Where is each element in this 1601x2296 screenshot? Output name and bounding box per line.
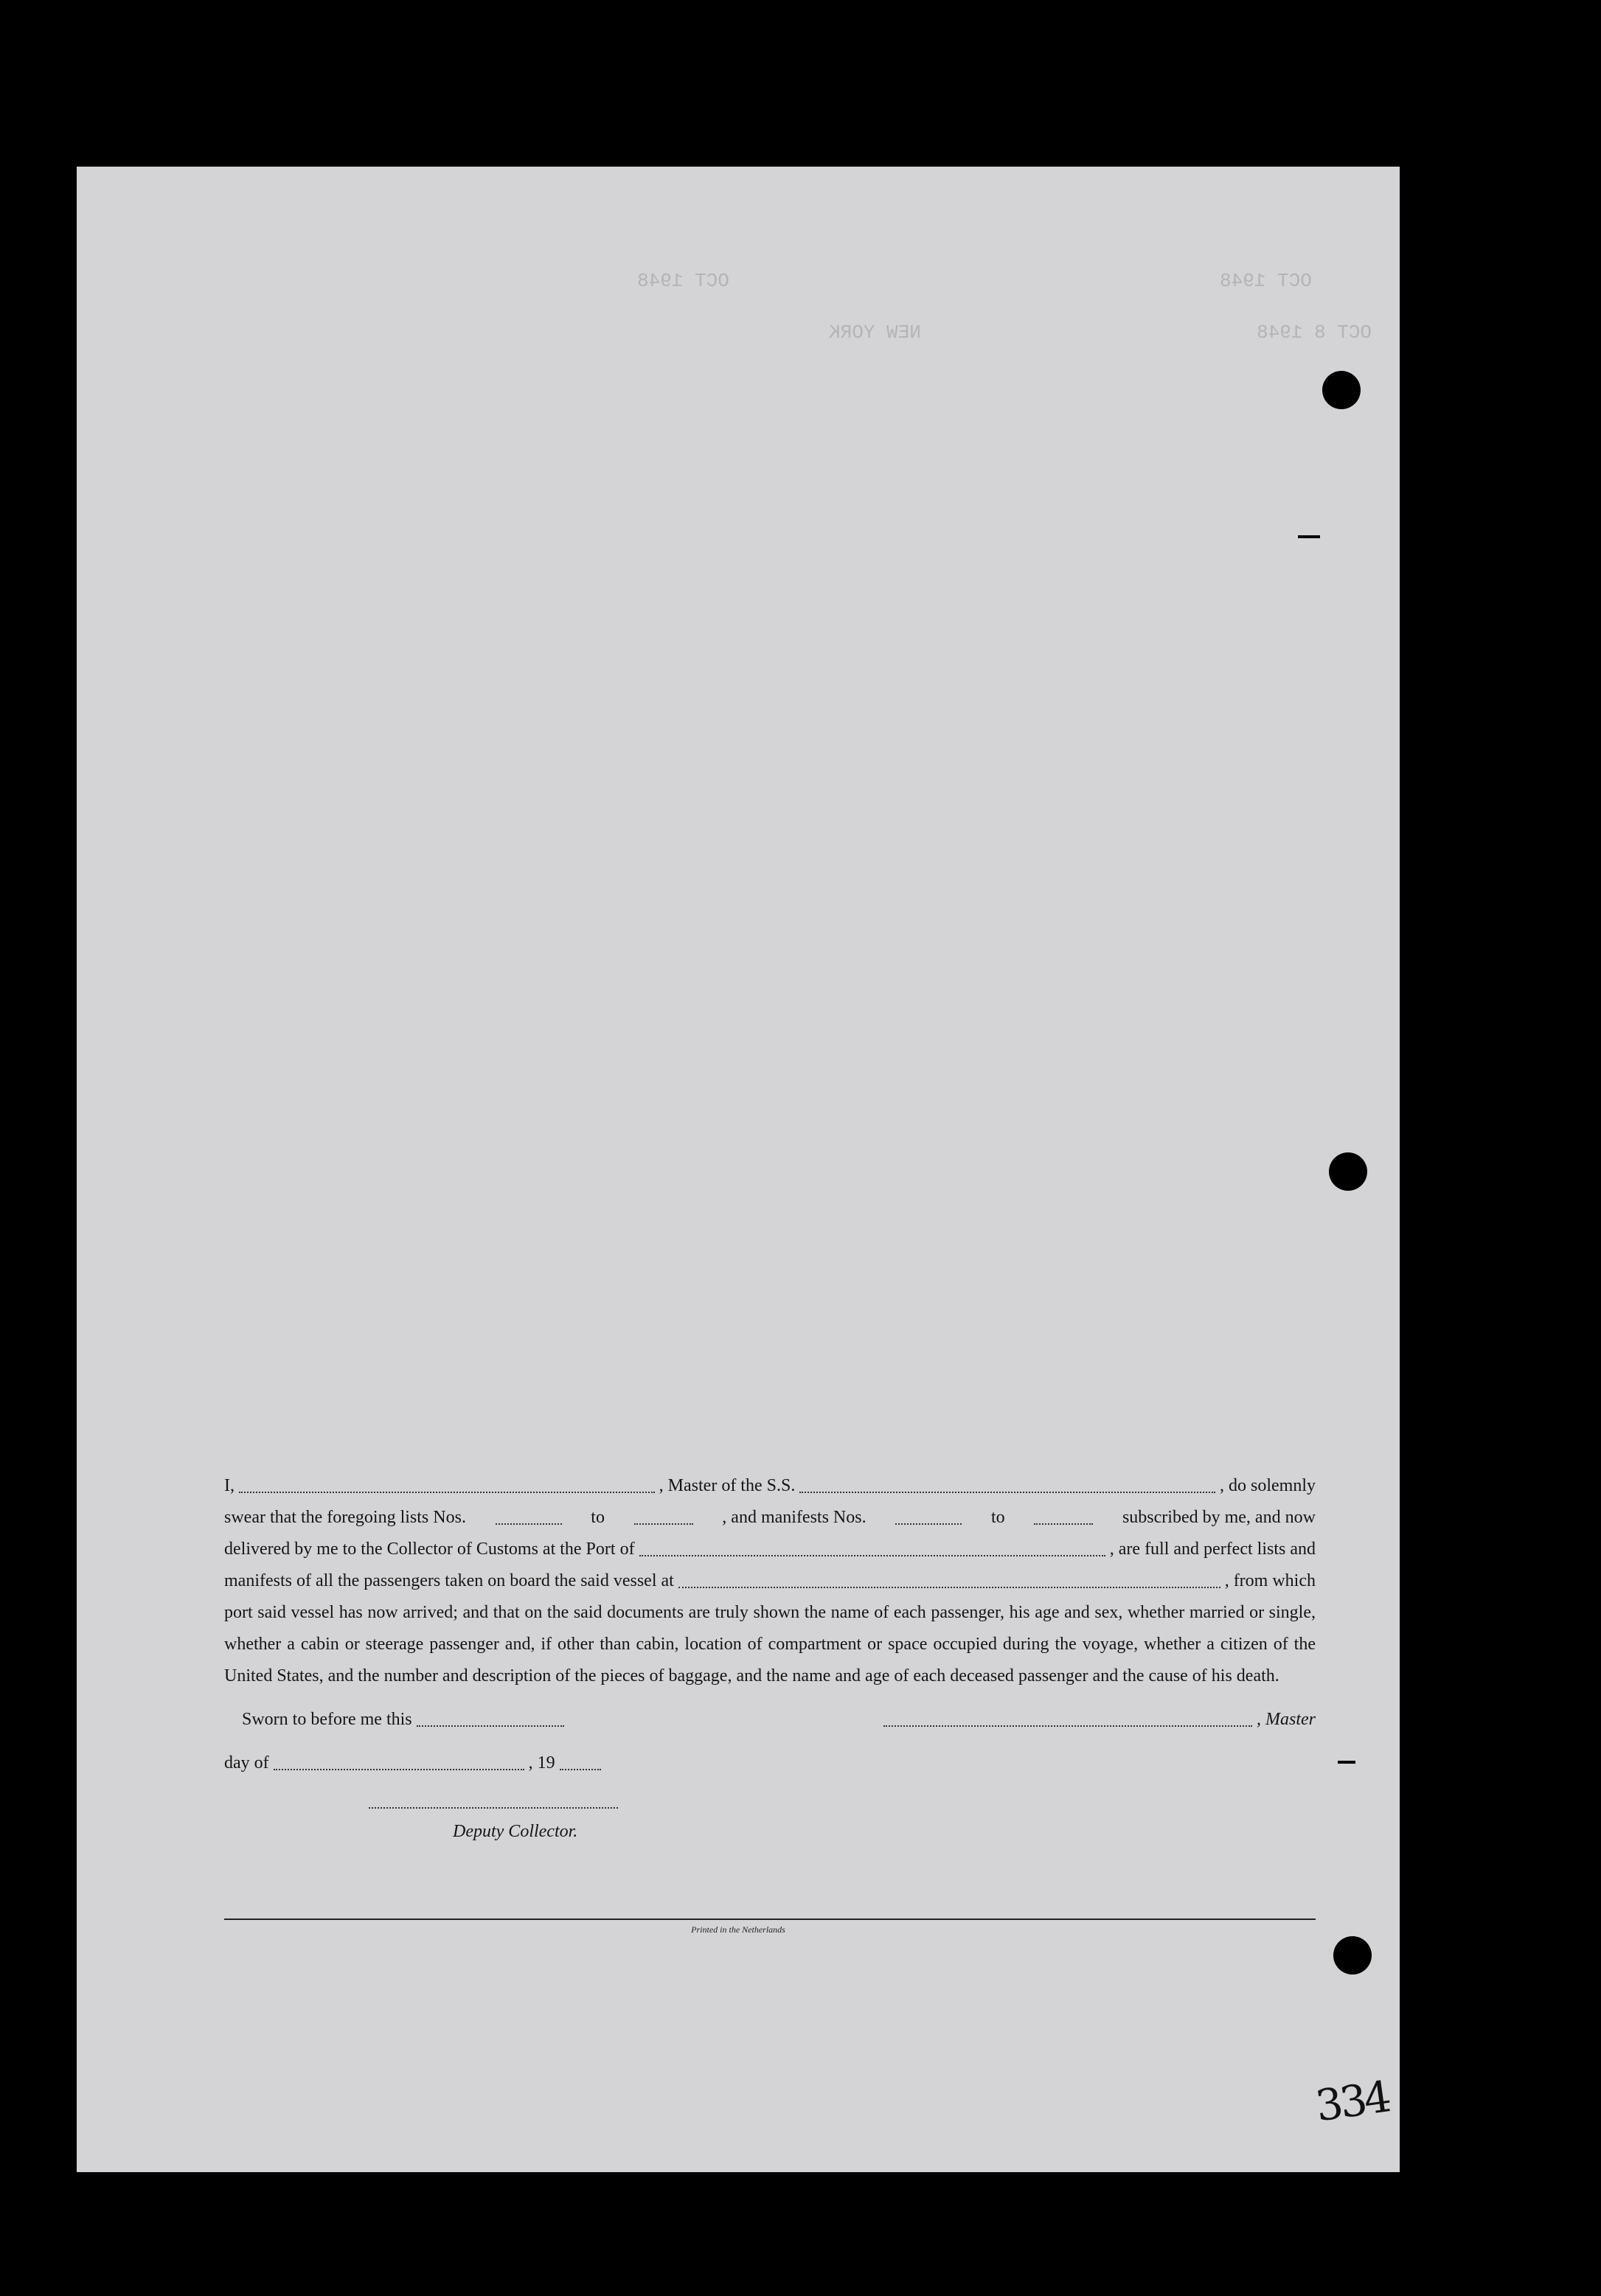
oath-text-block bbox=[224, 1470, 1316, 1848]
day-of-line bbox=[224, 1747, 1316, 1779]
oath-text: , and manifests Nos. bbox=[722, 1508, 867, 1527]
master-label: , Master bbox=[1257, 1710, 1316, 1729]
oath-text: to bbox=[591, 1508, 605, 1527]
blank-list-from[interactable] bbox=[496, 1513, 562, 1525]
binder-hole-middle bbox=[1329, 1152, 1367, 1191]
oath-text: subscribed by me, and now bbox=[1122, 1508, 1316, 1527]
margin-dash bbox=[1338, 1761, 1355, 1764]
oath-text: , Master of the S.S. bbox=[659, 1476, 796, 1495]
binder-hole-top bbox=[1322, 371, 1361, 409]
blank-year[interactable] bbox=[560, 1758, 601, 1770]
oath-body: port said vessel has now arrived; and that on the said documents are truly shown the name of each passenger, his age and sex, whether married or single, whether a cabin or steerage passenger and, if other than cabin, location of compartment or space occupied during the voyage, whether a citizen of the United States, and the number and description of the pieces of baggage, and the name and age of each deceased passenger and the cause of his death. bbox=[224, 1603, 1316, 1686]
bleed-through-date-2: OCT 1948 bbox=[637, 270, 729, 292]
oath-line-1 bbox=[224, 1470, 1316, 1502]
bleed-through-date-1: OCT 1948 bbox=[1220, 270, 1312, 292]
binder-hole-bottom bbox=[1333, 1936, 1372, 1975]
blank-month[interactable] bbox=[274, 1758, 524, 1770]
document-sheet bbox=[77, 167, 1400, 2172]
year-label: , 19 bbox=[528, 1753, 555, 1773]
day-of-label: day of bbox=[224, 1753, 269, 1773]
blank-vessel-name[interactable] bbox=[799, 1481, 1215, 1493]
oath-text: to bbox=[990, 1508, 1005, 1527]
blank-manifest-to[interactable] bbox=[1034, 1513, 1093, 1525]
sworn-line bbox=[224, 1704, 1316, 1736]
deputy-signature-line bbox=[224, 1797, 1316, 1817]
blank-departure-port[interactable] bbox=[678, 1576, 1220, 1588]
oath-text: I, bbox=[224, 1476, 235, 1495]
blank-port[interactable] bbox=[639, 1545, 1105, 1556]
sworn-text: Sworn to before me this bbox=[242, 1710, 412, 1729]
oath-text: swear that the foregoing lists Nos. bbox=[224, 1508, 466, 1527]
blank-master-name[interactable] bbox=[239, 1481, 655, 1493]
blank-sworn-day[interactable] bbox=[417, 1715, 564, 1727]
oath-line-4 bbox=[224, 1565, 1316, 1597]
oath-text: delivered by me to the Collector of Customs at the Port of bbox=[224, 1540, 635, 1559]
blank-deputy-signature[interactable] bbox=[369, 1797, 618, 1809]
handwritten-page-number: 334 bbox=[1312, 2071, 1392, 2132]
printed-in-label: Printed in the Netherlands bbox=[691, 1924, 785, 1935]
deputy-collector-label: Deputy Collector. bbox=[453, 1822, 578, 1841]
blank-master-signature[interactable] bbox=[883, 1715, 1252, 1727]
oath-text: , do solemnly bbox=[1220, 1476, 1316, 1495]
oath-text: , are full and perfect lists and bbox=[1109, 1540, 1316, 1559]
margin-dash bbox=[1298, 535, 1320, 538]
blank-manifest-from[interactable] bbox=[895, 1513, 962, 1525]
oath-line-3 bbox=[224, 1534, 1316, 1565]
oath-text: manifests of all the passengers taken on board the said vessel at bbox=[224, 1571, 674, 1590]
bleed-through-city: NEW YORK bbox=[829, 321, 921, 344]
footer-rule bbox=[224, 1918, 1316, 1920]
bleed-through-date-3: OCT 8 1948 bbox=[1257, 321, 1372, 344]
oath-line-2 bbox=[224, 1502, 1316, 1534]
oath-text: , from which bbox=[1224, 1571, 1316, 1590]
blank-list-to[interactable] bbox=[634, 1513, 693, 1525]
